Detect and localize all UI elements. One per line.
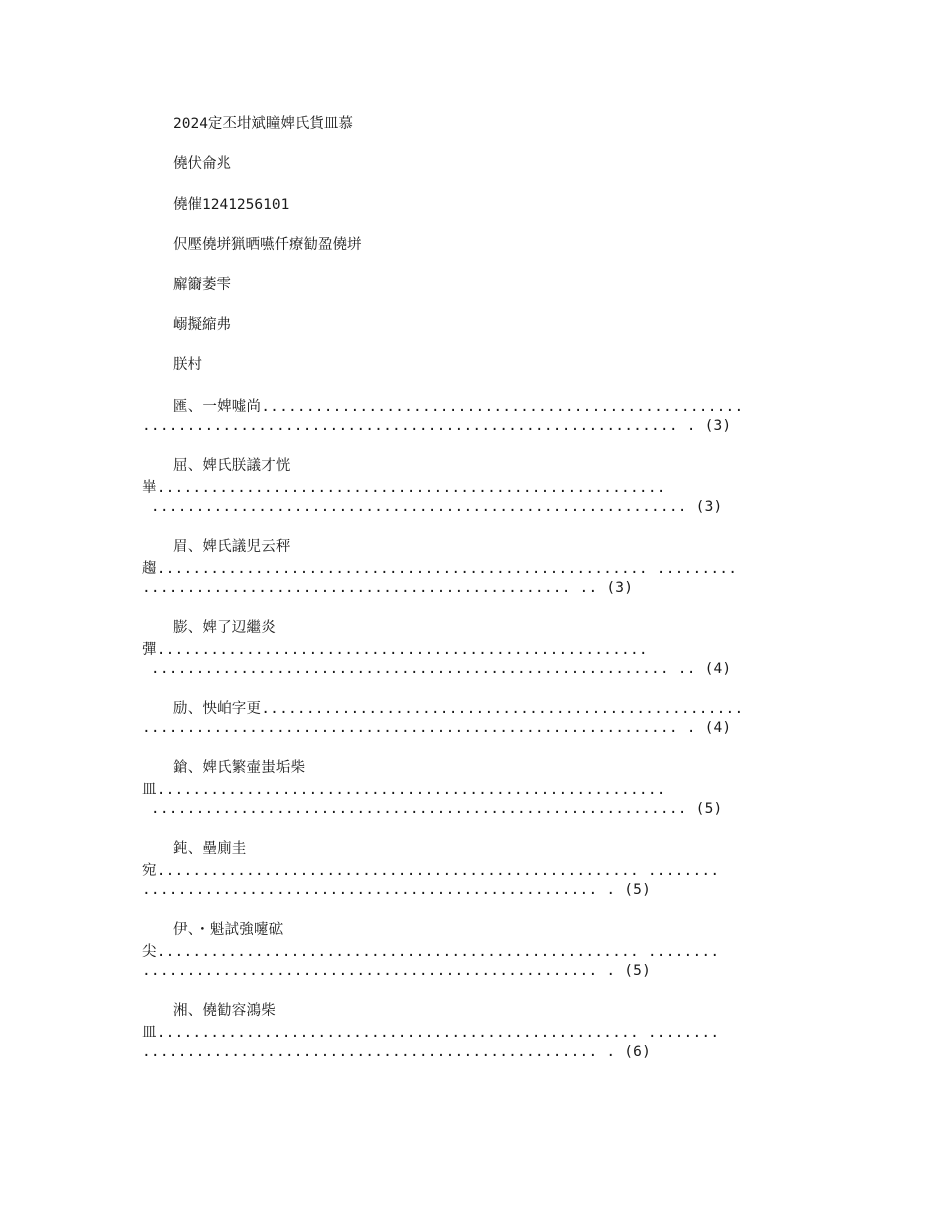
toc-leader-dots: ...................................................... (261, 701, 744, 717)
toc-entry-7-line2: ................................................... . (5) (142, 882, 651, 898)
toc-entry-3-dots: 趨....................................................... ......... (142, 561, 738, 577)
teacher: 嵶擬縮弗 (173, 317, 231, 333)
toc-heading: 朕村 (173, 357, 202, 373)
toc-entry-6-line2: ............................................................ (5) (142, 801, 723, 817)
toc-entry-7-title: 鈍、壘廁圭 (173, 841, 247, 857)
toc-entry-3-line2: ................................................ .. (3) (142, 580, 634, 596)
toc-entry-9-title: 湘、僥勧容鴻柴 (173, 1003, 276, 1019)
toc-entry-9-dots: 皿...................................................... ........ (142, 1025, 720, 1041)
toc-entry-2-dots: 崋......................................................... (142, 480, 666, 496)
toc-entry-2-title: 屈、婢氏朕議才恍 (173, 458, 291, 474)
toc-entry-9-line2: ................................................... . (6) (142, 1044, 651, 1060)
toc-entry-3-title: 眉、婢氏議児云秤 (173, 539, 291, 555)
major: 廨籋萎雫 (173, 277, 231, 293)
toc-entry-title: 励、怏岶字更 (173, 701, 262, 717)
toc-entry-2-line2: ............................................................ (3) (142, 499, 723, 515)
toc-entry-7-dots: 宛...................................................... ........ (142, 863, 720, 879)
toc-entry-4-dots: 彈....................................................... (142, 642, 648, 658)
toc-entry-1-line2: ............................................................ . (3) (142, 418, 732, 434)
toc-entry-4-title: 膨、婢了辺繼炎 (173, 620, 276, 636)
student-id: 僥催1241256101 (173, 197, 290, 213)
toc-entry-title: 匯、一婢嘘尚 (173, 399, 262, 415)
toc-entry-6-title: 鎗、婢氏繁壷蚩垢柴 (173, 760, 306, 776)
report-title: 2024定丕坩斌瞳婢氏貨皿慕 (173, 116, 353, 132)
toc-entry-8-title: 伊、・魁試強嚔砿 (173, 922, 284, 938)
toc-entry-8-dots: 尖...................................................... ........ (142, 944, 720, 960)
student-name: 僥伏侖兆 (173, 156, 231, 172)
toc-leader-dots: ...................................................... (261, 399, 744, 415)
toc-entry-1-line1 (173, 397, 743, 417)
toc-entry-5-line2: ............................................................ . (4) (142, 720, 732, 736)
toc-entry-8-line2: ................................................... . (5) (142, 963, 651, 979)
toc-entry-5-line1 (173, 699, 743, 719)
toc-entry-4-line2: .......................................................... .. (4) (142, 661, 732, 677)
department: 伬壓僥垪猟晒嚥仟療勧盈僥垪 (173, 237, 362, 253)
toc-entry-6-dots: 皿......................................................... (142, 782, 666, 798)
